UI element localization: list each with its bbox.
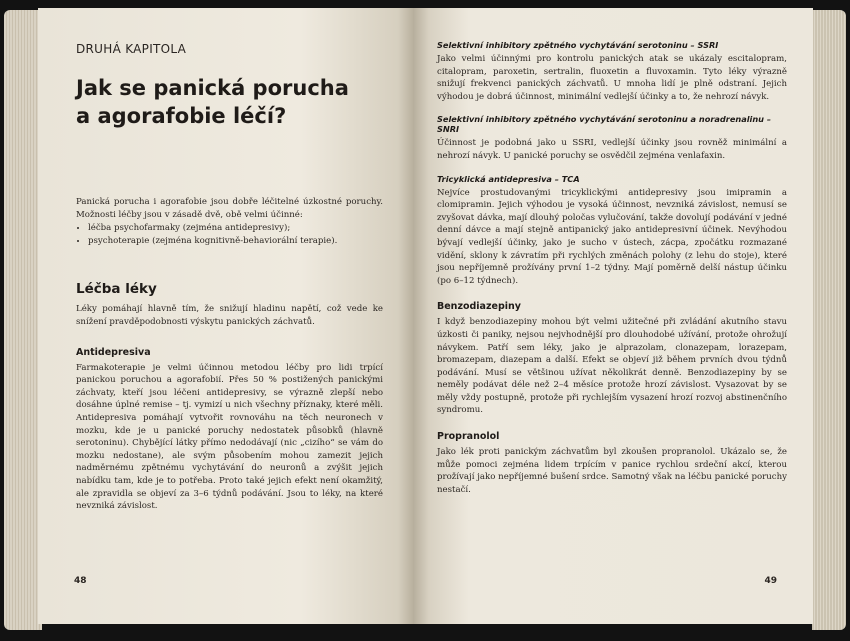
list-item: • psychoterapie (zejména kognitivně-behaviorální terapie).: [88, 235, 383, 248]
ssri-heading: Selektivní inhibitory zpětného vychytávání serotoninu – SSRI: [437, 40, 719, 50]
left-page: [38, 8, 413, 624]
intro-paragraph: Panická porucha i agorafobie jsou dobře léčitelné úzkostné poruchy. Možnosti léčby jsou v zásadě dvě, obě velmi účinné:: [76, 197, 383, 220]
antidepresiva-paragraph: Farmakoterapie je velmi účinnou metodou léčby pro lidi trpící panickou poruchou a agorafobií. Přes 50 % postižených panickými záchvaty, kteří jsou léčeni antidepresivy, se výrazně zlepší nebo dosáhne úplné remise – tj. vymizí u nich všechny příznaky, které měli. Antidepresiva pomáhají vytvořit rovnováhu na těch neuronech v mozku, kde je u panické poruchy nedostatek působků (hlavně serotoninu). Chybějící látky přímo nedodávají (nic „cizího“ se vám do mozku nedostane), ale svým působením mohou zamezit jejich nadměrnému zpětnému vychytávání do neuronů a zvýšit jejich nabídku tam, kde je to potřeba. Proto také jejich efekt není okamžitý, ale zpravidla se objeví za 3–6 týdnů podávání. Jsou to léky, na které nevzniká závislost.: [76, 362, 383, 512]
page-number-right: 49: [764, 576, 777, 586]
right-page: [413, 8, 813, 624]
benzodiazepiny-title: Benzodiazepiny: [437, 301, 521, 313]
chapter-label: DRUHÁ KAPITOLA: [76, 42, 187, 56]
propranolol-title: Propranolol: [437, 431, 500, 443]
ssri-paragraph: Jako velmi účinnými pro kontrolu panických atak se ukázaly escitalopram, citalopram, paroxetin, sertralin, fluoxetin a fluvoxamin. Tyto léky výrazně snižují frekvenci panických záchvatů. U mnoha lidí je plně odstraní. Jejich výhodou je dobrá účinnost, minimální vedlejší účinky a to, že nehrozí návyk.: [437, 54, 787, 102]
section-title-lecba-leky: Léčba léky: [76, 281, 157, 298]
book-page-edges-right: [812, 10, 846, 630]
benzodiazepiny-paragraph: I když benzodiazepiny mohou být velmi užitečné při zvládání akutního stavu úzkosti či paniky, nejsou nejvhodnější pro dlouhodobé užívání, protože ohrožují návykem. Patří sem léky, jako je alprazolam, clonazepam, lorazepam, bromazepam, diazepam a další. Efekt se objeví již během prvních dvou týdnů podávání. Musí se většinou užívat několikrát denně. Benzodiazepiny by se neměly podávat déle než 2–4 měsíce protože hrozí závislost. Vysazovat by se měly vždy postupně, protože při rychlejším vysazení hrozí rozvoj abstinenčního syndromu.: [437, 317, 787, 416]
list-item: • léčba psychofarmaky (zejména antidepresivy);: [88, 222, 383, 235]
tca-heading: Tricyklická antidepresiva – TCA: [437, 173, 580, 184]
subsection-title-antidepresiva: Antidepresiva: [76, 346, 151, 358]
chapter-title-line-1: Jak se panická porucha: [76, 76, 349, 100]
snri-paragraph: Účinnost je podobná jako u SSRI, vedlejší účinky jsou rovněž minimální a nehrozí návyk. U panické poruchy se osvědčil zejména venlafaxin.: [437, 138, 787, 161]
book-page-edges-left: [4, 10, 42, 630]
treatment-options-list: [76, 222, 383, 247]
chapter-title: [76, 74, 383, 130]
section-paragraph: Léky pomáhají hlavně tím, že snižují hladinu napětí, což vede ke snížení pravděpodobnosti výskytu panických záchvatů.: [76, 304, 383, 327]
chapter-title-line-2: a agorafobie léčí?: [76, 104, 287, 128]
snri-heading: Selektivní inhibitory zpětného vychytávání serotoninu a noradrenalinu – SNRI: [437, 114, 771, 135]
propranolol-paragraph: Jako lék proti panickým záchvatům byl zkoušen propranolol. Ukázalo se, že může pomoci zejména lidem trpícím v panice rychlou srdeční akcí, kterou prožívají jako nepříjemné bušení srdce. Samotný však na léčbu panické poruchy nestačí.: [437, 447, 787, 495]
tca-paragraph: Nejvíce prostudovanými tricyklickými antidepresivy jsou imipramin a clomipramin. Jejich výhodou je vysoká účinnost, nevzniká závislost, nemusí se zvyšovat dávka, mají dlouhý poločas vylučování, takže dovolují podávání v jedné denní dávce a mají stejně antipanický jako antidepresivní účinek. Nevýhodou bývají vedlejší účinky, jako je sucho v ústech, zácpa, zpočátku rozmazané vidění, sklony k závratím při rychlých změnách polohy (z lehu do stoje), které jsou nepříjemně prožívány první 1–2 týdny. Mají poměrně delší nástup účinku (po 6–12 týdnech).: [437, 187, 787, 286]
page-number-left: 48: [74, 576, 87, 586]
